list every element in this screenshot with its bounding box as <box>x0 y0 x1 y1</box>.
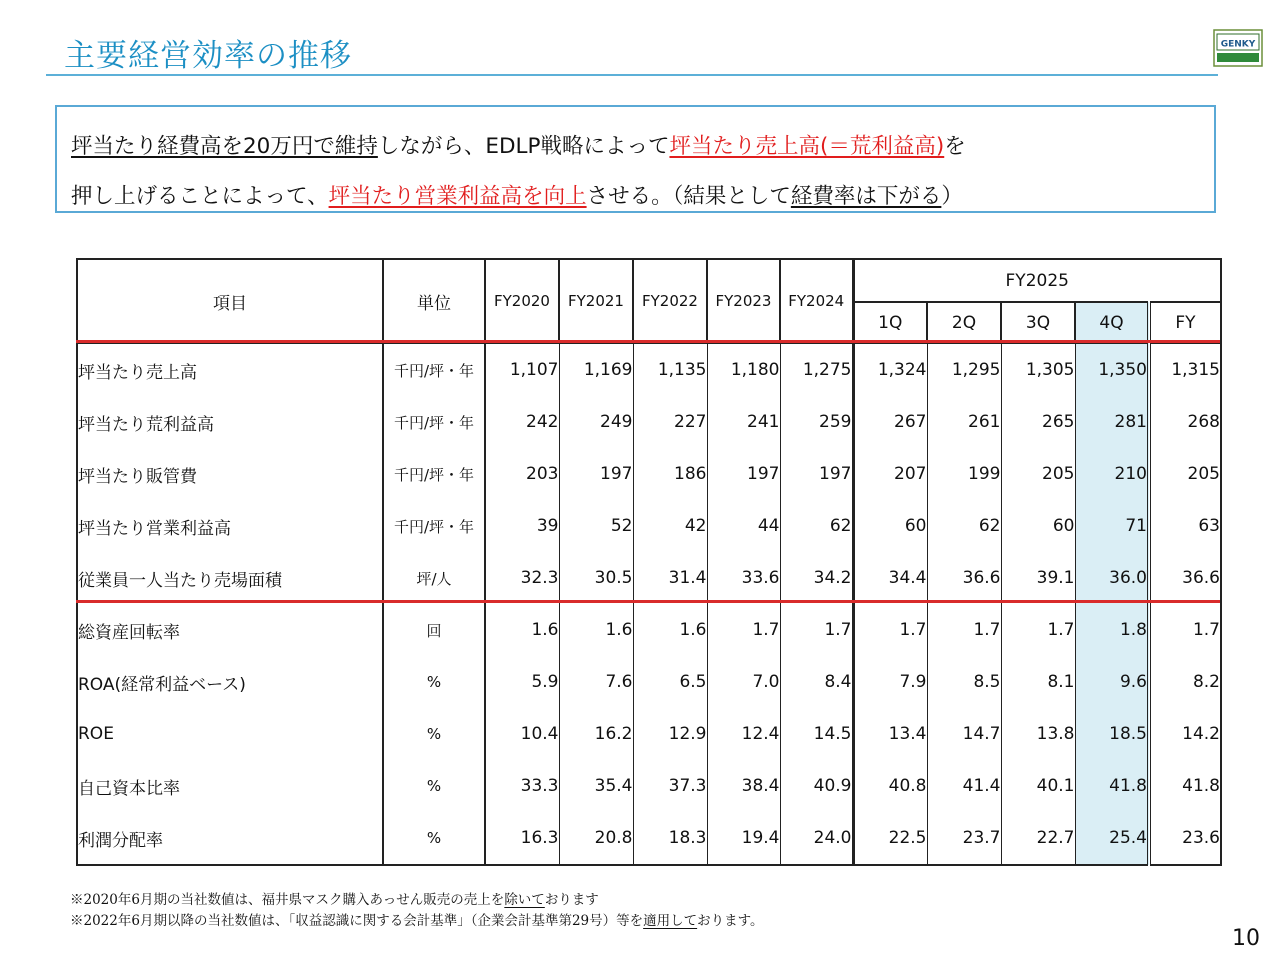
row-unit: % <box>383 656 485 708</box>
summary-line-1 <box>71 129 966 160</box>
section-divider-red <box>76 340 1220 343</box>
value-cell: 268 <box>1149 396 1221 448</box>
value-cell: 60 <box>853 500 927 552</box>
footnote-2 <box>70 911 764 932</box>
row-label: 坪当たり販管費 <box>77 448 383 500</box>
value-cell: 8.1 <box>1001 656 1075 708</box>
value-cell: 205 <box>1001 448 1075 500</box>
value-cell: 281 <box>1075 396 1149 448</box>
value-cell: 1,295 <box>927 343 1001 396</box>
summary-text: を <box>944 134 966 159</box>
table-row <box>77 343 1221 396</box>
title-divider <box>46 74 1218 76</box>
header-year: FY2023 <box>707 259 780 343</box>
value-cell: 197 <box>780 448 853 500</box>
value-cell: 186 <box>633 448 707 500</box>
value-cell: 32.3 <box>485 552 559 604</box>
row-unit: 坪/人 <box>383 552 485 604</box>
summary-highlight: 坪当たり営業利益高を向上 <box>328 184 587 209</box>
value-cell: 249 <box>559 396 633 448</box>
table-row <box>77 604 1221 656</box>
value-cell: 203 <box>485 448 559 500</box>
value-cell: 40.1 <box>1001 760 1075 812</box>
value-cell: 9.6 <box>1075 656 1149 708</box>
value-cell: 8.2 <box>1149 656 1221 708</box>
summary-box <box>55 105 1216 213</box>
value-cell: 39 <box>485 500 559 552</box>
header-year: FY2022 <box>633 259 707 343</box>
value-cell: 267 <box>853 396 927 448</box>
value-cell: 197 <box>559 448 633 500</box>
value-cell: 41.8 <box>1075 760 1149 812</box>
value-cell: 1.7 <box>927 604 1001 656</box>
row-label: 坪当たり売上高 <box>77 343 383 396</box>
footnote-text: おります <box>544 892 599 908</box>
header-year: FY2021 <box>559 259 633 343</box>
value-cell: 1,305 <box>1001 343 1075 396</box>
value-cell: 20.8 <box>559 812 633 865</box>
header-item: 項目 <box>77 259 383 343</box>
value-cell: 40.9 <box>780 760 853 812</box>
value-cell: 71 <box>1075 500 1149 552</box>
value-cell: 205 <box>1149 448 1221 500</box>
value-cell: 1,315 <box>1149 343 1221 396</box>
value-cell: 31.4 <box>633 552 707 604</box>
summary-text: 坪当たり経費高を20万円で維持 <box>71 134 378 159</box>
value-cell: 1.7 <box>853 604 927 656</box>
section-divider-red <box>76 600 1220 603</box>
value-cell: 18.3 <box>633 812 707 865</box>
value-cell: 36.6 <box>927 552 1001 604</box>
value-cell: 261 <box>927 396 1001 448</box>
row-label: ROA(経常利益ベース) <box>77 656 383 708</box>
value-cell: 39.1 <box>1001 552 1075 604</box>
table-row <box>77 812 1221 865</box>
footnote-text: ※2020年6月期の当社数値は、福井県マスク購入あっせん販売の売上を <box>70 892 505 908</box>
value-cell: 62 <box>780 500 853 552</box>
value-cell: 14.2 <box>1149 708 1221 760</box>
value-cell: 7.9 <box>853 656 927 708</box>
svg-text:GENKY: GENKY <box>1220 39 1256 50</box>
value-cell: 210 <box>1075 448 1149 500</box>
summary-text: 押し上げることによって、 <box>71 184 329 209</box>
value-cell: 36.6 <box>1149 552 1221 604</box>
value-cell: 23.7 <box>927 812 1001 865</box>
summary-text: しながら、EDLP戦略によって <box>377 134 670 159</box>
row-unit: 千円/坪・年 <box>383 343 485 396</box>
value-cell: 6.5 <box>633 656 707 708</box>
footnote-text: ※2022年6月期以降の当社数値は、「収益認識に関する会計基準」（企業会計基準第29号）等を <box>70 913 644 929</box>
value-cell: 19.4 <box>707 812 780 865</box>
value-cell: 1.7 <box>1149 604 1221 656</box>
value-cell: 8.5 <box>927 656 1001 708</box>
table-row <box>77 448 1221 500</box>
value-cell: 52 <box>559 500 633 552</box>
value-cell: 10.4 <box>485 708 559 760</box>
efficiency-table <box>76 258 1222 866</box>
row-unit: 千円/坪・年 <box>383 500 485 552</box>
table-row <box>77 396 1221 448</box>
value-cell: 1.6 <box>559 604 633 656</box>
table-row <box>77 708 1221 760</box>
row-label: 従業員一人当たり売場面積 <box>77 552 383 604</box>
value-cell: 16.3 <box>485 812 559 865</box>
value-cell: 207 <box>853 448 927 500</box>
row-label: 総資産回転率 <box>77 604 383 656</box>
value-cell: 1,324 <box>853 343 927 396</box>
value-cell: 37.3 <box>633 760 707 812</box>
row-unit: % <box>383 708 485 760</box>
value-cell: 24.0 <box>780 812 853 865</box>
value-cell: 33.3 <box>485 760 559 812</box>
header-quarter: 1Q <box>853 302 927 343</box>
footnote-text: おります。 <box>697 913 764 929</box>
header-quarter: 2Q <box>927 302 1001 343</box>
value-cell: 38.4 <box>707 760 780 812</box>
table-row <box>77 760 1221 812</box>
value-cell: 30.5 <box>559 552 633 604</box>
value-cell: 1.6 <box>485 604 559 656</box>
value-cell: 42 <box>633 500 707 552</box>
value-cell: 7.6 <box>559 656 633 708</box>
summary-highlight: 坪当たり売上高(＝荒利益高) <box>669 134 945 159</box>
row-unit: 千円/坪・年 <box>383 396 485 448</box>
value-cell: 12.4 <box>707 708 780 760</box>
header-quarter: 3Q <box>1001 302 1075 343</box>
table-row <box>77 656 1221 708</box>
value-cell: 13.8 <box>1001 708 1075 760</box>
value-cell: 199 <box>927 448 1001 500</box>
value-cell: 1,350 <box>1075 343 1149 396</box>
row-label: 坪当たり荒利益高 <box>77 396 383 448</box>
row-label: 坪当たり営業利益高 <box>77 500 383 552</box>
row-unit: % <box>383 760 485 812</box>
value-cell: 63 <box>1149 500 1221 552</box>
header-quarter: 4Q <box>1075 302 1149 343</box>
value-cell: 35.4 <box>559 760 633 812</box>
value-cell: 1.6 <box>633 604 707 656</box>
header-fy: FY <box>1149 302 1221 343</box>
value-cell: 242 <box>485 396 559 448</box>
footnote-1 <box>70 890 764 911</box>
value-cell: 1,275 <box>780 343 853 396</box>
summary-text: 経費率は下がる <box>790 184 942 209</box>
value-cell: 1,135 <box>633 343 707 396</box>
value-cell: 259 <box>780 396 853 448</box>
page-number: 10 <box>1232 926 1260 951</box>
value-cell: 60 <box>1001 500 1075 552</box>
header-fy2025: FY2025 <box>853 259 1221 302</box>
value-cell: 12.9 <box>633 708 707 760</box>
summary-text: させる。（結果として <box>586 184 791 209</box>
row-unit: 回 <box>383 604 485 656</box>
footnote-text: 適用して <box>643 913 698 929</box>
footnote-text: 除いて <box>504 892 545 908</box>
value-cell: 44 <box>707 500 780 552</box>
header-unit: 単位 <box>383 259 485 343</box>
value-cell: 5.9 <box>485 656 559 708</box>
value-cell: 8.4 <box>780 656 853 708</box>
summary-line-2 <box>71 179 963 210</box>
row-unit: % <box>383 812 485 865</box>
value-cell: 40.8 <box>853 760 927 812</box>
value-cell: 265 <box>1001 396 1075 448</box>
value-cell: 33.6 <box>707 552 780 604</box>
table-row <box>77 552 1221 604</box>
row-label: 利潤分配率 <box>77 812 383 865</box>
header-year: FY2020 <box>485 259 559 343</box>
value-cell: 1,169 <box>559 343 633 396</box>
value-cell: 13.4 <box>853 708 927 760</box>
value-cell: 1.8 <box>1075 604 1149 656</box>
header-year: FY2024 <box>780 259 853 343</box>
value-cell: 241 <box>707 396 780 448</box>
value-cell: 34.2 <box>780 552 853 604</box>
row-unit: 千円/坪・年 <box>383 448 485 500</box>
value-cell: 23.6 <box>1149 812 1221 865</box>
footnotes <box>70 890 764 932</box>
value-cell: 41.8 <box>1149 760 1221 812</box>
value-cell: 14.5 <box>780 708 853 760</box>
row-label: 自己資本比率 <box>77 760 383 812</box>
value-cell: 14.7 <box>927 708 1001 760</box>
value-cell: 1.7 <box>707 604 780 656</box>
genky-logo-icon <box>1212 26 1264 70</box>
value-cell: 41.4 <box>927 760 1001 812</box>
value-cell: 22.5 <box>853 812 927 865</box>
summary-text: ） <box>941 184 963 209</box>
value-cell: 227 <box>633 396 707 448</box>
value-cell: 1.7 <box>1001 604 1075 656</box>
value-cell: 1,107 <box>485 343 559 396</box>
value-cell: 1.7 <box>780 604 853 656</box>
table-row <box>77 500 1221 552</box>
value-cell: 7.0 <box>707 656 780 708</box>
value-cell: 34.4 <box>853 552 927 604</box>
value-cell: 16.2 <box>559 708 633 760</box>
value-cell: 18.5 <box>1075 708 1149 760</box>
value-cell: 62 <box>927 500 1001 552</box>
value-cell: 22.7 <box>1001 812 1075 865</box>
value-cell: 25.4 <box>1075 812 1149 865</box>
value-cell: 1,180 <box>707 343 780 396</box>
page-title: 主要経営効率の推移 <box>64 38 352 74</box>
row-label: ROE <box>77 708 383 760</box>
value-cell: 197 <box>707 448 780 500</box>
value-cell: 36.0 <box>1075 552 1149 604</box>
